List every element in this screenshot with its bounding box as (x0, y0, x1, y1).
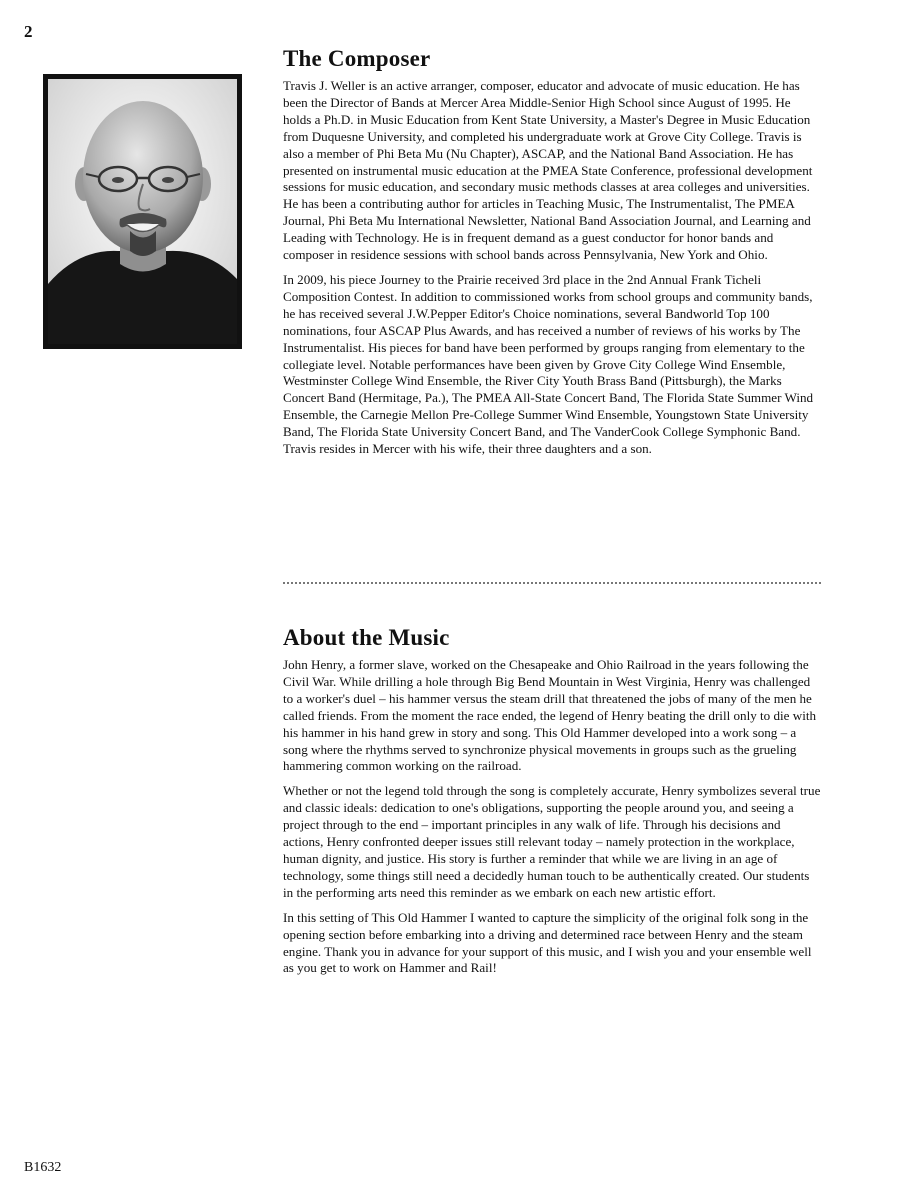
music-paragraph: In this setting of This Old Hammer I wanted to capture the simplicity of the original folk song in the opening section before embarking into a driving and determined race between Henry and the steam engine. Thank you in advance for your support of this music, and I wish you and your ensemble well as you get to work on Hammer and Rail! (283, 909, 812, 976)
composer-section (283, 46, 821, 466)
music-heading: About the Music (283, 625, 450, 650)
music-paragraph: John Henry, a former slave, worked on the Chesapeake and Ohio Railroad in the years following the Civil War. While drilling a hole through Big Bend Mountain in West Virginia, Henry was challenged to a worker's duel – his hammer versus the steam drill that threatened the jobs of many of the men he called friends. From the moment the race ended, the legend of Henry beating the drill only to die with his hammer in his hand grew in story and song. This Old Hammer developed into a work song – a song where the rhythms served to synchronize physical movements in groups such as the grueling hammering common working on the railroad. (283, 657, 817, 774)
composer-heading: The Composer (283, 46, 431, 71)
music-section (283, 625, 821, 985)
composer-paragraph: In 2009, his piece Journey to the Prairie received 3rd place in the 2nd Annual Frank Ticheli Composition Contest. In addition to commissioned works from school groups and community bands, he has received several J.W.Pepper Editor's Choice nominations, several Bandworld Top 100 nominations, four ASCAP Plus Awards, and has received a number of reviews of his works by The Instrumentalist. His pieces for band have been performed by groups ranging from elementary to the collegiate level. Notable performances have been given by Grove City College Wind Ensemble, Westminster College Wind Ensemble, the River City Youth Brass Band (Pittsburgh), the Marks Concert Band (Hermitage, Pa.), The PMEA All-State Concert Band, The Florida State Summer Wind Ensemble, the Carnegie Mellon Pre-College Summer Wind Ensemble, Youngstown State University Band, The Florida State University Concert Band, and The VanderCook College Symphonic Band. Travis resides in Mercer with his wife, their three daughters and a son. (283, 271, 814, 457)
portrait-illustration (48, 79, 237, 344)
section-divider (283, 582, 821, 584)
composer-photo (43, 74, 242, 349)
page-number: 2 (24, 22, 33, 41)
music-paragraph: Whether or not the legend told through the song is completely accurate, Henry symbolizes several true and classic ideals: dedication to one's obligations, supporting the people around you, and seeing a project through to the end – important principles in any walk of life. Through his decisions and actions, Henry confronted deeper issues still relevant today – namely protection in the workplace, human dignity, and justice. His story is further a reminder that while we are living in an age of technology, some things still need a decidedly human touch to be authentically created. Our students in the performing arts need this reminder as we embark on each new artistic effort. (283, 783, 821, 900)
composer-paragraph: Travis J. Weller is an active arranger, composer, educator and advocate of music education. He has been the Director of Bands at Mercer Area Middle-Senior High School since August of 1995. He holds a Ph.D. in Music Education from Kent State University, a Master's Degree in Music Education from Duquesne University, and completed his undergraduate work at Grove City College. Travis is also a member of Phi Beta Mu (Nu Chapter), ASCAP, and the National Band Association. He has presented on instrumental music education at the PMEA State Conference, professional development sessions for music education, and secondary music methods classes at area colleges and universities. He has been a contributing author for articles in Teaching Music, The Instrumentalist, The PMEA Journal, Phi Beta Mu International Newsletter, National Band Association Journal, and Learning and Leading with Technology. He is in frequent demand as a guest conductor for honor bands and composer in residence sessions with school bands across Pennsylvania, New York and Ohio. (283, 78, 813, 263)
composer-portrait-image (48, 79, 237, 344)
footer-catalog-code: B1632 (24, 1160, 62, 1175)
